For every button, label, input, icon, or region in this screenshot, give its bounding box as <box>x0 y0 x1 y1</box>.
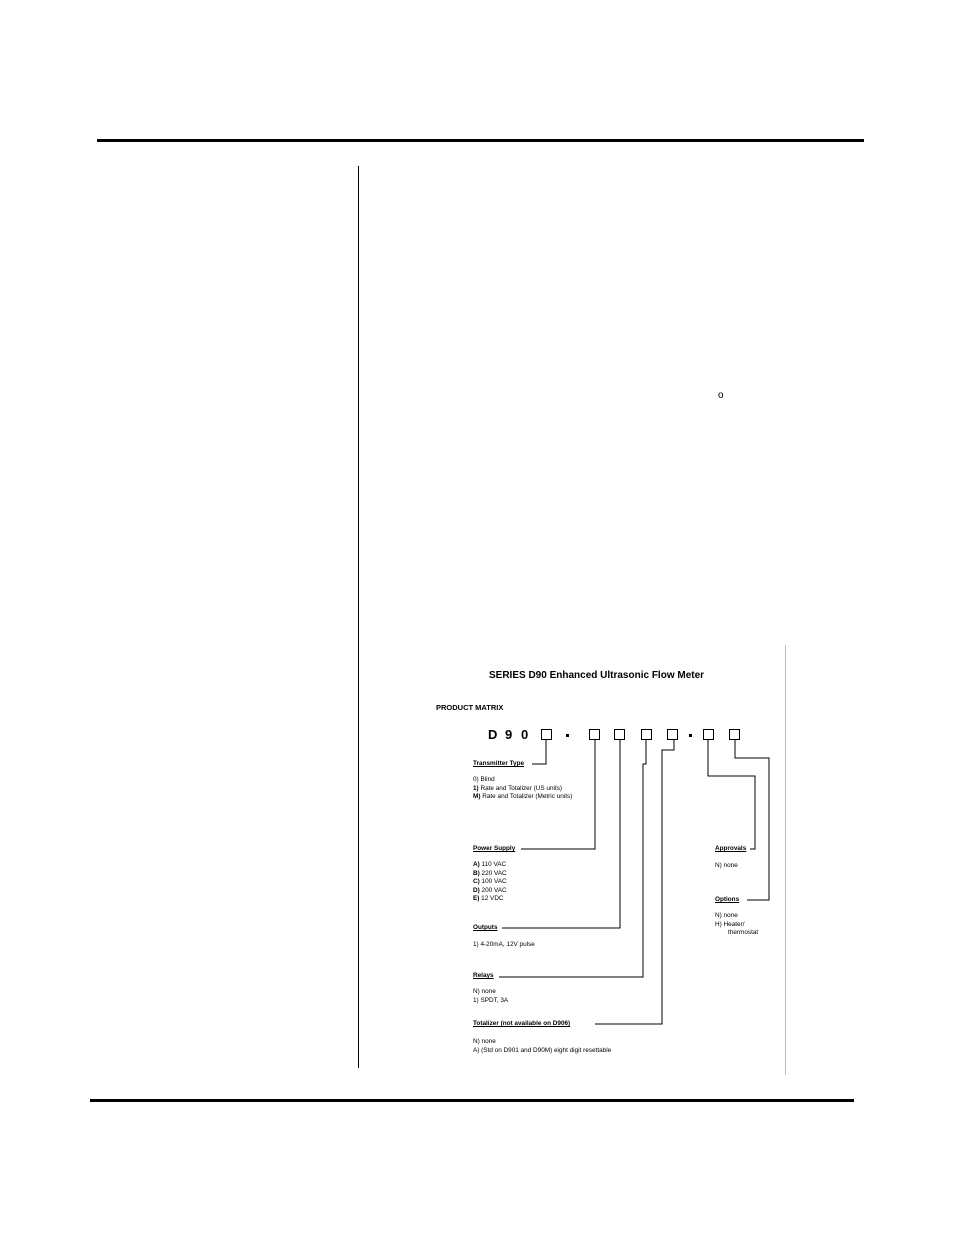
relays-label: Relays <box>473 972 494 979</box>
outputs-label: Outputs <box>473 924 498 931</box>
code-char-9: 9 <box>505 727 513 742</box>
matrix-subtitle: PRODUCT MATRIX <box>436 703 504 712</box>
list-item: A) 110 VAC <box>473 861 507 868</box>
totalizer-options <box>473 1038 611 1055</box>
list-item: D) 200 VAC <box>473 886 507 894</box>
totalizer-label: Totalizer (not available on D906) <box>473 1020 571 1027</box>
transmitter-type-label: Transmitter Type <box>473 760 525 767</box>
list-item: 1) Rate and Totalizer (US units) <box>473 784 563 792</box>
options-label: Options <box>715 896 740 903</box>
list-item: N) none <box>715 912 738 919</box>
list-item: A) (Std on D901 and D90M) eight digit resettable <box>473 1046 612 1054</box>
list-item: N) none <box>715 862 738 869</box>
list-item: M) Rate and Totalizer (Metric units) <box>473 793 573 801</box>
options-options <box>715 912 758 938</box>
list-item: H) Heater/ <box>715 920 745 928</box>
approvals-label: Approvals <box>715 845 747 852</box>
list-item: 1) 4-20mA, 12V pulse <box>473 941 535 948</box>
list-item: B) 220 VAC <box>473 869 507 877</box>
transmitter-type-options <box>473 776 572 802</box>
list-item: 1) SPDT, 3A <box>473 996 509 1004</box>
power-supply-options <box>473 861 507 902</box>
list-item: C) 100 VAC <box>473 878 507 886</box>
degree-mark: o <box>718 390 724 401</box>
code-char-d: D <box>488 727 498 742</box>
list-item: E) 12 VDC <box>473 895 504 902</box>
list-item: thermostat <box>728 929 759 937</box>
matrix-title: SERIES D90 Enhanced Ultrasonic Flow Meter <box>489 670 705 681</box>
approvals-options <box>715 862 738 871</box>
list-item: N) none <box>473 988 496 995</box>
relays-options <box>473 988 508 1005</box>
list-item: N) none <box>473 1038 496 1045</box>
list-item: 0) Blind <box>473 776 495 783</box>
code-char-0: 0 <box>521 727 529 742</box>
power-supply-label: Power Supply <box>473 845 516 852</box>
outputs-options <box>473 941 535 950</box>
